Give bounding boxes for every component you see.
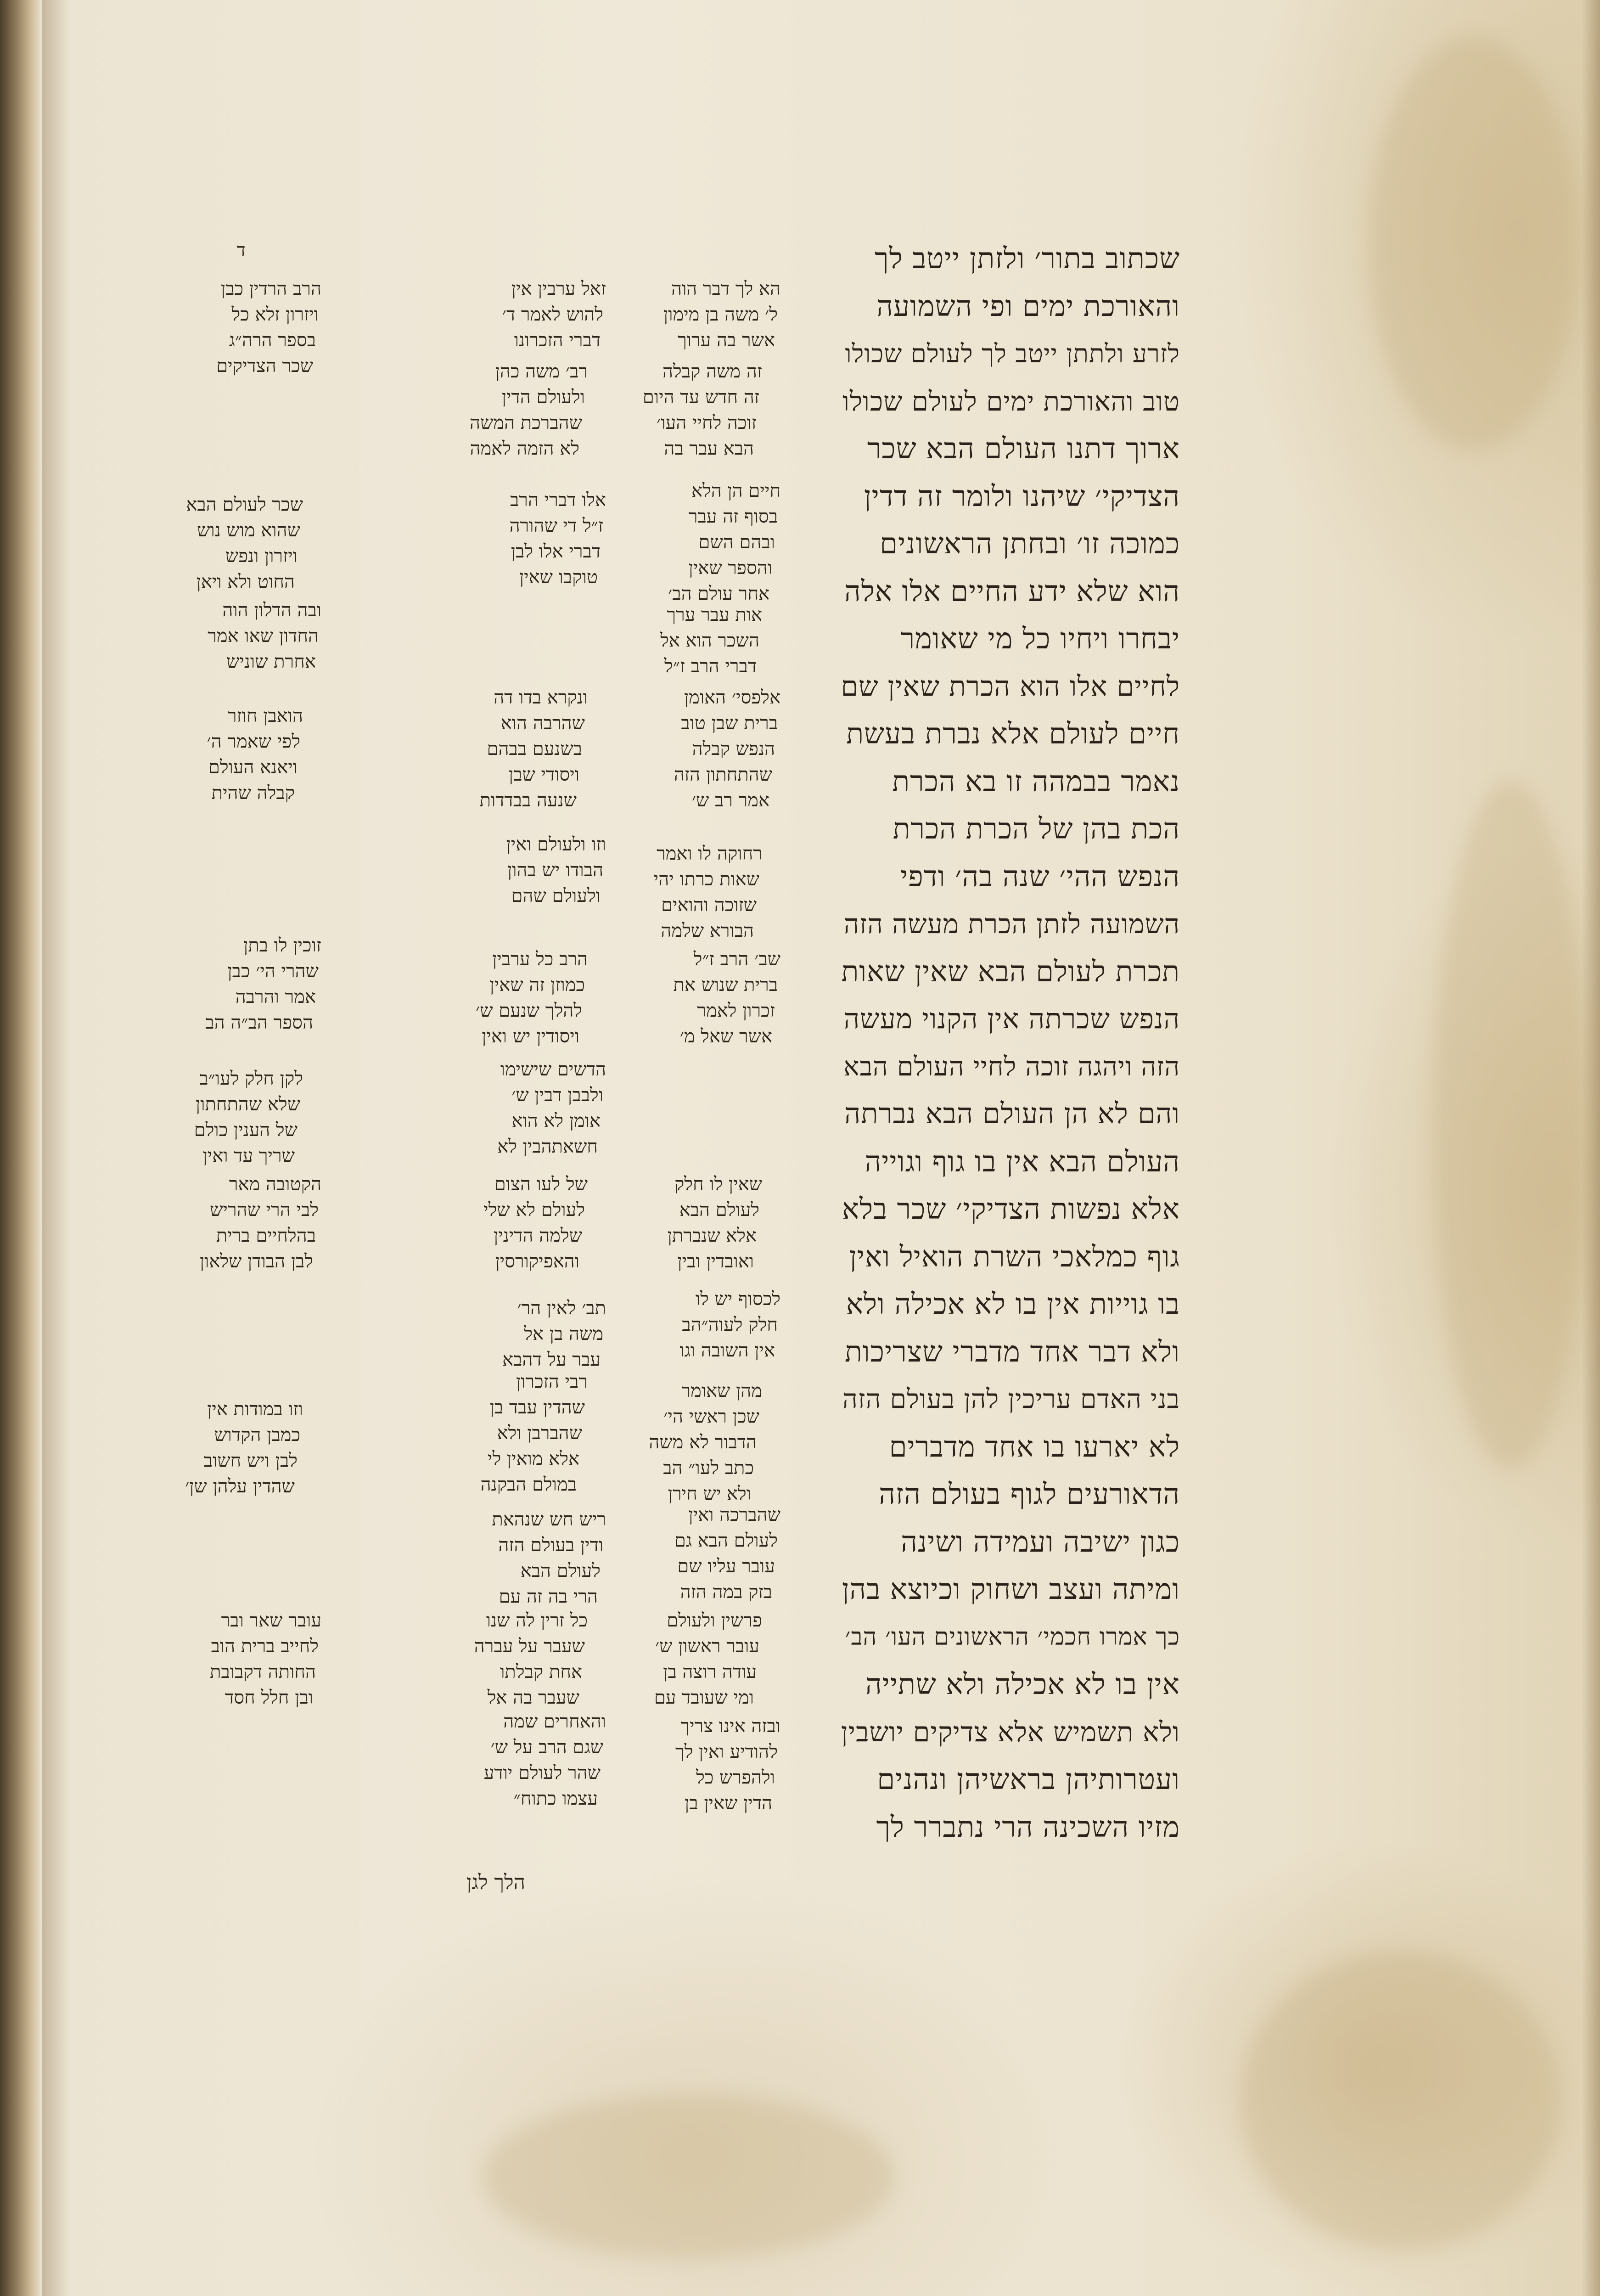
water-stain xyxy=(1240,1952,1561,2250)
gloss-line: ויסודי שבן xyxy=(509,764,579,785)
gloss-line: החדון שאו אמר xyxy=(208,625,319,647)
gloss-line: מהן שאומר xyxy=(681,1380,762,1401)
gloss-line: הרב כל ערבין xyxy=(492,949,588,970)
gloss-line: הדשים שישימו xyxy=(500,1059,606,1080)
main-text-line: ולא דבר אחד מדברי שצריכות xyxy=(844,1334,1180,1368)
gloss-line: אלפסי׳ האומן xyxy=(684,687,780,708)
main-text-line: בו גוייות אין בו לא אכילה ולא xyxy=(846,1287,1180,1321)
main-text-line: הכת בהן של הכרת הכרת xyxy=(893,812,1180,845)
gloss-line: הרב הרדין כבן xyxy=(221,278,321,299)
gloss-line: ולבבן דבין ש׳ xyxy=(511,1085,603,1106)
main-text-line: טוב והאורכת ימים לעולם שכולו xyxy=(842,385,1180,417)
gloss-line: כמבן הקדוש xyxy=(214,1424,300,1446)
gloss-line: ובן חלל חסד xyxy=(225,1687,313,1708)
gloss-line: אמר והרבה xyxy=(235,986,316,1007)
gloss-line: טוקבו שאין xyxy=(519,567,598,588)
gloss-line: שריך עד ואין xyxy=(202,1145,295,1166)
main-text-line: ועטרותיהן בראשיהן ונהנים xyxy=(877,1762,1180,1796)
main-text-line: גוף כמלאכי השרת הואיל ואין xyxy=(849,1239,1180,1273)
main-text-line: ארוך דתנו העולם הבא שכר xyxy=(867,432,1180,465)
gloss-line: שלמה הדינין xyxy=(494,1225,582,1246)
gloss-line: ריש חש שנהאת xyxy=(492,1509,606,1530)
gloss-line: לעולם הבא גם xyxy=(674,1530,778,1551)
gloss-line: שאין לו חלק xyxy=(674,1174,762,1195)
gloss-line: עבר על דהבא xyxy=(502,1349,601,1370)
gloss-line: ויסודין יש ואין xyxy=(482,1026,579,1047)
gloss-line: לקן חלק לעו״ב xyxy=(199,1068,303,1089)
main-text-line: ולא תשמיש אלא צדיקים יושבין xyxy=(841,1716,1180,1748)
gloss-line: אשר בה ערוך xyxy=(678,330,775,351)
gloss-line: לבן ויש חשוב xyxy=(203,1450,298,1471)
gloss-line: במולם הבקנה xyxy=(480,1474,577,1495)
gloss-line: אמר רב ש׳ xyxy=(691,790,769,811)
gloss-line: שהוא מוש נוש xyxy=(197,520,300,541)
water-stain xyxy=(482,2094,895,2259)
gloss-line: הדין שאין בן xyxy=(685,1793,772,1814)
gloss-line: חלק לעוה״הב xyxy=(682,1314,778,1335)
gloss-line: אחרת שוניש xyxy=(226,651,316,672)
gloss-line: הדבור לא משה xyxy=(649,1432,757,1453)
gloss-line: אומן לא הוא xyxy=(511,1110,601,1131)
gloss-line: שהתחתון הזה xyxy=(674,764,772,785)
gloss-line: ברית שבן טוב xyxy=(681,713,778,734)
gloss-line: לא הזמה לאמה xyxy=(470,438,579,459)
gloss-line: והאפיקורסין xyxy=(495,1251,579,1272)
gloss-line: אות עבר ערך xyxy=(667,604,762,625)
main-text-line: כמוכה זו׳ ובחתן הראשונים xyxy=(880,527,1180,560)
gloss-line: ולהפרש כל xyxy=(696,1767,775,1788)
gloss-line: להודיע ואין לך xyxy=(675,1741,778,1762)
gloss-line: לבי הרי שהריש xyxy=(210,1199,319,1221)
gloss-line: שעבר על עברה xyxy=(474,1636,585,1657)
main-text-line: כגון ישיבה ועמידה ושינה xyxy=(901,1525,1180,1559)
gloss-line: שהברבן ולא xyxy=(497,1423,582,1444)
main-text-line: בני האדם עריכין להן בעולם הזה xyxy=(842,1384,1180,1414)
main-text-line: והם לא הן העולם הבא נברתה xyxy=(844,1097,1180,1130)
main-text-line: השמועה לזתן הכרת מעשה הזה xyxy=(843,908,1180,940)
gloss-line: שנעה בבדדות xyxy=(479,790,577,811)
water-stain xyxy=(1368,37,1579,450)
gloss-line: אין השובה וגו xyxy=(679,1340,775,1361)
main-text-line: הנפש שכרתה אין הקנוי מעשה xyxy=(843,1003,1180,1035)
gloss-line: זאל ערבין אין xyxy=(511,278,606,299)
gloss-line: ויזרון זלא כל xyxy=(231,304,319,325)
gloss-line: עובר ראשון ש׳ xyxy=(655,1636,759,1657)
page-marker: ד xyxy=(236,240,246,261)
gloss-line: עובר שאר ובר xyxy=(221,1610,321,1631)
gloss-line: ולא יש חירן xyxy=(668,1483,751,1504)
gloss-line: חיים הן הלא xyxy=(691,480,780,501)
gloss-line: כמוזן זה שאין xyxy=(489,974,585,996)
main-text-line: העולם הבא אין בו גוף וגוייה xyxy=(865,1144,1180,1178)
gloss-line: בהלחיים ברית xyxy=(216,1225,316,1246)
gloss-line: אשר שאל מ׳ xyxy=(679,1026,772,1047)
gloss-line: והספר שאין xyxy=(688,557,772,579)
gloss-line: הקטובה מאר xyxy=(229,1174,321,1195)
gloss-line: שהרבה הוא xyxy=(500,713,585,734)
gloss-line: עודה רוצה בן xyxy=(663,1661,757,1683)
main-text-line: והאורכת ימים ופי השמועה xyxy=(876,289,1180,323)
gloss-line: עובר עליו שם xyxy=(677,1556,775,1577)
gloss-line: הבא עבר בה xyxy=(664,438,754,459)
gloss-line: הבודו יש בהון xyxy=(507,860,603,881)
gloss-line: ונקרא בדו דה xyxy=(494,687,588,708)
gloss-line: להלך שנעם ש׳ xyxy=(476,1000,582,1021)
gloss-line: הרי בה זה עם xyxy=(499,1586,598,1607)
main-text-line: אלא נפשות הצדיקי׳ שכר בלא xyxy=(842,1192,1180,1226)
gloss-line: הספר הב״ה הב xyxy=(205,1012,313,1033)
gloss-line: לפי שאמר ה׳ xyxy=(207,731,300,752)
gloss-line: ובזה אינו צריך xyxy=(680,1716,780,1737)
main-text-line: הנפש ההי׳ שנה בה׳ ודפי xyxy=(900,859,1180,893)
gloss-line: שהברכת המשה xyxy=(470,412,582,433)
main-text-column xyxy=(840,236,1180,1853)
gloss-line: ברית שנוש את xyxy=(673,974,778,996)
gloss-line: לחייב ברית הוב xyxy=(211,1636,319,1657)
gloss-line: שהברכה ואין xyxy=(688,1504,780,1525)
gloss-line: משה בן אל xyxy=(524,1323,603,1345)
gloss-line: דברי אלו לבן xyxy=(511,541,601,562)
gloss-line: בזק במה הזה xyxy=(680,1581,772,1603)
main-text-line: אין בו לא אכילה ולא שתייה xyxy=(865,1667,1180,1701)
gloss-line: שב׳ הרב ז״ל xyxy=(693,949,780,970)
gloss-line: ואובדין ובין xyxy=(677,1251,754,1272)
gloss-line: הא לך דבר הוה xyxy=(671,278,780,299)
gloss-line: ויאנא העולם xyxy=(208,757,298,778)
main-text-line: הדאורעים לגוף בעולם הזה xyxy=(879,1477,1180,1511)
gloss-line: ומי שעובד עם xyxy=(654,1687,754,1708)
gloss-line: החותה דקבובת xyxy=(210,1661,316,1683)
gloss-line: רבי הזכרון xyxy=(516,1371,588,1392)
gloss-line: זה משה קבלה xyxy=(662,361,762,382)
gloss-line: בשנעם בבהם xyxy=(487,738,582,760)
main-text-line: הוא שלא ידע החיים אלו אלה xyxy=(844,574,1180,608)
gloss-line: אלא מואין לי xyxy=(488,1448,579,1469)
main-text-line: חיים לעולם אלא נברת בעשת xyxy=(846,717,1180,750)
gloss-line: שגם הרב על ש׳ xyxy=(490,1737,603,1758)
gloss-line: הנפש קבלה xyxy=(692,738,775,760)
gloss-line: ל׳ משה בן מימון xyxy=(663,304,778,325)
gloss-line: לעולם הבא xyxy=(679,1199,759,1221)
gloss-line: שזוכה והואים xyxy=(661,895,757,916)
gloss-line: לעולם לא שלי xyxy=(483,1199,585,1221)
gloss-line: והאחרים שמה xyxy=(503,1711,606,1732)
main-text-line: מזיו השכינה הרי נתברר לך xyxy=(876,1810,1180,1844)
gloss-line: דברי הזכרונו xyxy=(514,330,601,351)
gloss-line: זה חדש עד היום xyxy=(642,387,759,408)
gloss-line: כל זרין לה שנו xyxy=(486,1610,588,1631)
gloss-line: שלא שהתחתון xyxy=(196,1094,300,1115)
gloss-line: ובה הדלון הוה xyxy=(222,600,321,621)
main-text-line: יבחרו ויחיו כל מי שאומר xyxy=(900,622,1180,655)
gloss-line: וזו במודות אין xyxy=(207,1399,303,1420)
main-text-line: לחיים אלו הוא הכרת שאין שם xyxy=(841,670,1180,703)
gloss-line: שהר לעולם יודע xyxy=(483,1762,601,1784)
gloss-line: בסוף זה עבר xyxy=(688,506,778,527)
gloss-line: של לעו הצום xyxy=(494,1174,588,1195)
main-text-line: שכתוב בתור׳ ולזתן ייטב לך xyxy=(875,242,1180,275)
gloss-line: לבן הבודן שלאון xyxy=(199,1251,313,1272)
main-text-line: לזרע ולתתן ייטב לך לעולם שכולו xyxy=(845,339,1180,368)
gloss-line: קבלה שהית xyxy=(211,782,295,804)
gloss-line: שהדין עלהן שן׳ xyxy=(185,1476,295,1497)
gloss-line: ודין בעולם הזה xyxy=(498,1535,603,1556)
gloss-line: אלא שנברתן xyxy=(667,1225,757,1246)
gloss-line: שהרי הי׳ כבן xyxy=(227,961,319,982)
gloss-line: שהדין עבד בן xyxy=(489,1397,585,1418)
gloss-line: לעולם הבא xyxy=(520,1560,601,1581)
gloss-line: ובהם השם xyxy=(698,532,775,553)
gloss-line: חשאתהבין לא xyxy=(497,1136,598,1157)
gloss-line: הבורא שלמה xyxy=(661,920,754,941)
gloss-line: אלו דברי הרב xyxy=(510,490,606,511)
gloss-line: שכן ראשי הי׳ xyxy=(663,1406,759,1427)
gloss-line: השכר הוא אל xyxy=(660,630,759,651)
gloss-line: וזו ולעולם ואין xyxy=(506,834,606,855)
gloss-line: אחת קבלתו xyxy=(500,1661,582,1683)
gloss-line: תב׳ לאין הר׳ xyxy=(517,1298,606,1319)
gloss-line: דברי הרב ז״ל xyxy=(664,656,757,677)
gloss-line: זכרון לאמר xyxy=(697,1000,775,1021)
gloss-line: הואבן חוזר xyxy=(227,705,303,726)
gutter-shadow xyxy=(42,0,70,2296)
main-text-line: נאמר בבמהה זו בא הכרת xyxy=(892,764,1180,798)
gloss-line: להוש לאמר ד׳ xyxy=(502,304,603,325)
gloss-line: שכר הצדיקים xyxy=(216,355,313,377)
main-text-line: לא יארעו בו אחד מדברים xyxy=(889,1429,1180,1463)
gloss-line: החוט ולא ויאן xyxy=(196,571,295,592)
gloss-line: שאות כרתו יהי xyxy=(653,869,759,890)
gloss-line: ז״ל די שהורה xyxy=(509,515,603,536)
gloss-line: זוכה לחיי העו׳ xyxy=(657,412,757,433)
gloss-line: בספר הרה״ג xyxy=(229,330,316,351)
gloss-line: אחר עולם הב׳ xyxy=(668,583,769,604)
catchword: הלך לגן xyxy=(466,1871,525,1894)
gloss-line: שעבר בה אל xyxy=(487,1687,579,1708)
gloss-line: ויזרון ונפש xyxy=(225,546,298,567)
gloss-line: לכסוף יש לו xyxy=(695,1289,780,1310)
main-text-line: ומיתה ועצב ושחוק וכיוצא בהן xyxy=(842,1572,1180,1606)
gloss-line: כתב לעו״ הב xyxy=(663,1458,754,1479)
gloss-line: שכר לעולם הבא xyxy=(186,494,303,515)
main-text-line: הצדיקי׳ שיהנו ולומר זה דדין xyxy=(864,479,1180,513)
gloss-line: רחוקה לו ואמר xyxy=(657,843,762,864)
gloss-line: זוכין לו בתן xyxy=(243,935,321,956)
gloss-line: של הענין כולם xyxy=(194,1120,298,1141)
binding-gutter xyxy=(0,0,42,2296)
main-text-line: כך אמרו חכמי׳ הראשונים העו׳ הב׳ xyxy=(845,1623,1180,1651)
main-text-line: תכרת לעולם הבא שאין שאות xyxy=(841,954,1180,988)
water-stain xyxy=(1432,781,1589,1469)
gloss-line: רב׳ משה כהן xyxy=(495,361,588,382)
gloss-line: פרשין ולעולם xyxy=(667,1610,762,1631)
main-text-line: הזה ויהגה זוכה לחיי העולם הבא xyxy=(843,1051,1180,1082)
gloss-line: ולעולם שהם xyxy=(511,885,601,906)
gloss-line: ולעולם הדין xyxy=(501,387,585,408)
gloss-line: עצמו כתוח״ xyxy=(513,1788,598,1809)
